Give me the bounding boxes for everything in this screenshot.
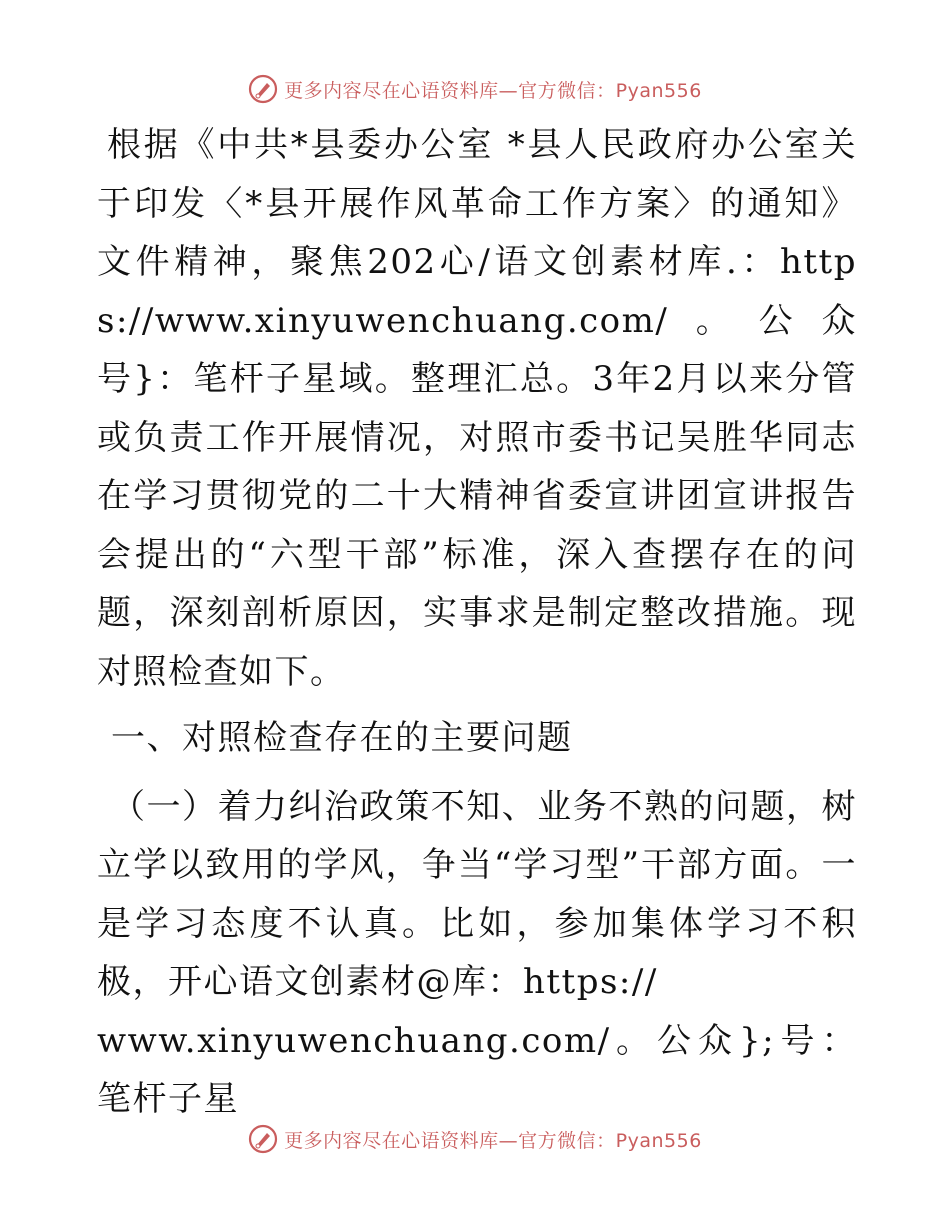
section-heading: 一、对照检查存在的主要问题 (111, 718, 573, 758)
subsection-paragraph-continued: www.xinyuwenchuang.com/。公众};号：笔杆子星 (97, 1020, 857, 1119)
watermark-text: 更多内容尽在心语资料库—官方微信：Pyan556 (284, 79, 702, 102)
footer-watermark (0, 1124, 950, 1154)
subsection-paragraph: （一）着力纠治政策不知、业务不熟的问题，树立学以致用的学风，争当“学习型”干部方面。一是学习态度不认真。比如，参加集体学习不积极，开心语文创素材@库：https:// (97, 786, 857, 1002)
pen-nib-logo-icon (248, 1124, 278, 1154)
header-watermark (0, 74, 950, 104)
document-body (97, 116, 857, 1129)
intro-paragraph: 根据《中共*县委办公室 *县人民政府办公室关于印发〈*县开展作风革命工作方案〉的通知》文件精神，聚焦202心/语文创素材库.：https://www.xinyuwenchuang.com/。公众号}：笔杆子星域。整理汇总。3年2月以来分管或负责工作开展情况，对照市委书记吴胜华同志在学习贯彻党的二十大精神省委宣讲团宣讲报告会提出的“六型干部”标准，深入查摆存在的问题，深刻剖析原因，实事求是制定整改措施。现对照检查如下。 (97, 125, 857, 692)
pen-nib-logo-icon (248, 74, 278, 104)
watermark-text: 更多内容尽在心语资料库—官方微信：Pyan556 (284, 1129, 702, 1152)
